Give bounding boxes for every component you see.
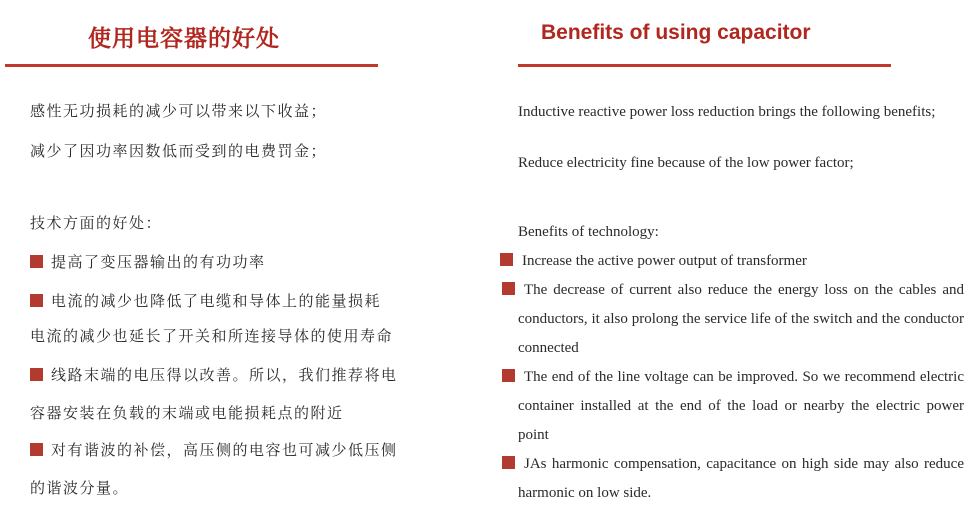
en-bullet-3-text: The end of the line voltage can be improved. So we recommend electric container installed at the end of the load or nearby the electric power point	[518, 369, 964, 443]
en-bullet-1	[500, 247, 964, 276]
bullet-square-icon	[30, 368, 43, 381]
zh-bullet-1-text: 提高了变压器输出的有功功率	[51, 253, 266, 271]
english-title: Benefits of using capacitor	[541, 21, 811, 44]
zh-bullet-2-continued: 电流的减少也延长了开关和所连接导体的使用寿命	[30, 327, 394, 345]
zh-bullet-1	[30, 251, 450, 272]
bullet-square-icon	[30, 294, 43, 307]
zh-paragraph-2: 减少了因功率因数低而受到的电费罚金；	[30, 142, 328, 160]
bullet-square-icon	[30, 255, 43, 268]
zh-paragraph-1: 感性无功损耗的减少可以带来以下收益；	[30, 102, 328, 120]
bullet-square-icon	[500, 253, 513, 266]
zh-bullet-4-continued: 的谐波分量。	[30, 479, 130, 497]
en-bullet-3	[518, 363, 964, 450]
bullet-square-icon	[502, 369, 515, 382]
en-paragraph-1: Inductive reactive power loss reduction brings the following benefits;	[518, 104, 936, 120]
chinese-title-divider	[5, 64, 378, 67]
zh-bullet-3	[30, 364, 450, 385]
zh-tech-heading: 技术方面的好处：	[30, 214, 163, 232]
zh-bullet-4-text: 对有谐波的补偿，高压侧的电容也可减少低压侧	[51, 441, 398, 459]
zh-bullet-2	[30, 290, 450, 311]
en-bullet-1-text: Increase the active power output of transformer	[522, 253, 807, 269]
zh-bullet-3-text: 线路末端的电压得以改善。所以，我们推荐将电	[51, 366, 398, 384]
en-tech-heading: Benefits of technology:	[518, 224, 659, 240]
bullet-square-icon	[502, 282, 515, 295]
en-bullet-2-text: The decrease of current also reduce the energy loss on the cables and conductors, it also prolong the service life of the switch and the conductor connected	[518, 282, 964, 356]
bullet-square-icon	[30, 443, 43, 456]
zh-bullet-4	[30, 439, 450, 460]
en-bullet-4-text: JAs harmonic compensation, capacitance on high side may also reduce harmonic on low side.	[518, 456, 964, 501]
en-bullet-4	[518, 450, 964, 508]
zh-bullet-2-text: 电流的减少也降低了电缆和导体上的能量损耗	[51, 292, 382, 310]
en-paragraph-2: Reduce electricity fine because of the low power factor;	[518, 155, 854, 171]
chinese-title: 使用电容器的好处	[88, 25, 280, 51]
zh-bullet-3-continued: 容器安装在负载的末端或电能损耗点的附近	[30, 404, 344, 422]
en-bullet-2	[518, 276, 964, 363]
english-title-divider	[518, 64, 891, 67]
bullet-square-icon	[502, 456, 515, 469]
